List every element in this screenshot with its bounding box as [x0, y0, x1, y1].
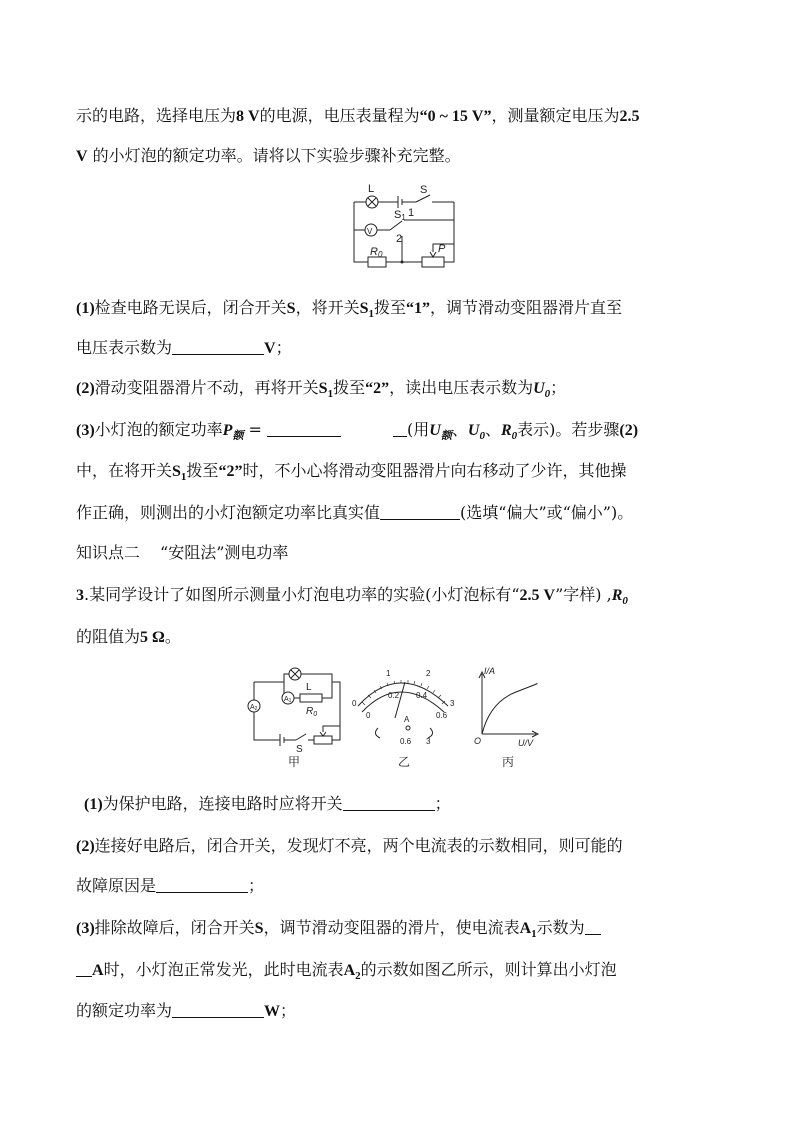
origin-label: O [474, 736, 482, 746]
sub-question-2-cont [76, 876, 264, 896]
answer-blank[interactable] [585, 920, 601, 935]
answer-blank[interactable] [267, 422, 341, 437]
text: 的小灯泡的额定功率。请将以下实验步骤补充完整。 [92, 146, 461, 165]
text: ； [280, 1001, 297, 1020]
text: 中，在将开关 [76, 461, 173, 480]
dial-top-1: 1 [386, 669, 391, 678]
answer-blank[interactable] [172, 340, 264, 355]
text: 的示数如图乙所示，则计算出小灯泡 [360, 960, 617, 979]
resistance-value: 5 Ω [140, 629, 165, 646]
text: 示数为 [536, 918, 585, 937]
text: 小灯泡的额定功率 [94, 420, 223, 439]
text: ，调节滑动变阻器的滑片，使电流表 [263, 918, 520, 937]
label-A1-sub: 1 [288, 698, 292, 704]
dial-bottom-1: 0.2 [388, 691, 400, 700]
label-R0: R [306, 706, 314, 717]
text: 电压表示数为 [76, 338, 173, 357]
label-2: 2 [396, 233, 403, 245]
equals: = [243, 420, 262, 439]
symbol-U0: $U_0$ [467, 422, 485, 443]
text: 示的电路，选择电压为 [76, 106, 237, 125]
text: 故障原因是 [76, 876, 157, 895]
rated-voltage: 2.5 [619, 108, 640, 125]
step-ref: (2) [619, 422, 639, 439]
text: (用 [407, 420, 430, 439]
symbol-S1: $S_1$ [172, 463, 187, 484]
symbol-S: S [286, 300, 296, 317]
text: 排除故障后，闭合开关 [94, 918, 255, 937]
text: 检查电路无误后，闭合开关 [94, 298, 287, 317]
symbol-R0: $R_0$ [500, 422, 518, 443]
dial-bottom-0: 0 [366, 711, 371, 720]
symbol-A1: $A_1$ [519, 920, 537, 941]
sub-question-1 [84, 794, 451, 815]
symbol-S1: $S_1$ [359, 300, 374, 321]
section-heading [76, 543, 288, 563]
unit: V [264, 340, 276, 357]
item-number: (3) [76, 422, 95, 439]
range-value: “0 ~ 15 V” [419, 108, 492, 125]
label-S1: S [394, 209, 402, 221]
text-line-2 [76, 146, 461, 167]
text: 为保护电路，连接电路时应将开关 [102, 794, 343, 813]
text: 、 [484, 420, 501, 439]
text: 的阻值为 [76, 627, 141, 646]
label-P: P [438, 243, 446, 255]
label-A2: A [250, 704, 255, 711]
text: 滑动变阻器滑片不动，再将开关 [94, 378, 319, 397]
symbol-S: S [254, 920, 264, 937]
text: ”字样) , [555, 585, 612, 604]
item-number: (3) [76, 920, 95, 937]
x-axis-label: U/V [518, 738, 534, 748]
sub-question-3-cont [76, 960, 617, 981]
dial-top-2: 2 [426, 669, 431, 678]
caption-yi: 乙 [398, 755, 411, 769]
text: 表示)。若步骤 [517, 420, 620, 439]
answer-blank[interactable] [172, 1003, 264, 1018]
text: 拨至 [333, 378, 366, 397]
answer-blank[interactable] [393, 422, 407, 437]
figure-2 [240, 662, 540, 772]
terminal-0-6: 0.6 [400, 737, 412, 746]
dial-unit: A [404, 715, 410, 724]
unit: W [264, 1003, 281, 1020]
question-1-cont [76, 338, 292, 359]
label-S: S [296, 744, 303, 755]
caption-jia: 甲 [288, 755, 301, 769]
text: ，调节滑动变阻器滑片直至 [430, 298, 623, 317]
sub-question-3-cont2 [76, 1001, 296, 1022]
question-3-cont2 [76, 503, 633, 523]
position-1: “1” [406, 300, 431, 317]
quote: “ [511, 585, 520, 604]
label-A2-sub: 2 [254, 706, 258, 712]
label-R0-sub: 0 [313, 711, 318, 718]
text: ； [248, 876, 265, 895]
dial-top-3: 3 [450, 699, 455, 708]
text: 的电源，电压表量程为 [259, 106, 420, 125]
problem-3-cont [76, 627, 181, 648]
unit: V [76, 148, 88, 165]
circuit-diagram-1 [340, 180, 465, 272]
text: ； [550, 378, 567, 397]
text-line-1 [76, 106, 639, 127]
label-1: 1 [408, 207, 415, 219]
answer-blank[interactable] [76, 962, 92, 977]
problem-number: 3 [76, 587, 84, 604]
text: ； [275, 338, 292, 357]
svg-text:A2 [250, 704, 258, 712]
label-S: S [420, 184, 428, 196]
question-2 [76, 378, 566, 399]
text: 、 [451, 420, 468, 439]
iu-curve [482, 684, 537, 734]
sub-question-3 [76, 918, 601, 939]
label-S1-sub: 1 [401, 213, 406, 222]
rated-voltage: 2.5 V [519, 587, 556, 604]
symbol-A2: $A_2$ [343, 962, 361, 983]
text: 作正确，则测出的小灯泡额定功率比真实值 [76, 503, 381, 522]
symbol-S1: $S_1$ [318, 380, 334, 401]
question-3 [76, 420, 638, 441]
item-number: (2) [76, 838, 95, 855]
text: ； [434, 794, 451, 813]
section-label: 知识点二 [76, 543, 141, 562]
label-V: V [367, 227, 373, 236]
svg-text:S1 [394, 209, 406, 222]
answer-blank[interactable] [380, 505, 460, 520]
answer-blank[interactable] [343, 796, 435, 811]
text: 拨至 [374, 298, 407, 317]
item-number: (1) [76, 300, 95, 317]
svg-text:A1 [284, 696, 292, 704]
label-L: L [306, 682, 312, 693]
dial-bottom-3: 0.6 [436, 711, 448, 720]
item-number: (1) [84, 796, 103, 813]
section-title: “安阻法”测电功率 [160, 543, 289, 562]
label-R0: R [370, 246, 378, 258]
text: 时，小灯泡正常发光，此时电流表 [103, 960, 344, 979]
voltage-value: 8 V [236, 108, 260, 125]
symbol-U-rated: $U_额$ [429, 422, 452, 443]
question-3-cont [76, 461, 626, 482]
text: 拨至 [186, 461, 219, 480]
symbol-P-rated: $P_额$ [222, 422, 244, 443]
unit: A [92, 962, 104, 979]
dial-bottom-2: 0.4 [416, 691, 428, 700]
text: 时，不小心将滑动变阻器滑片向右移动了少许，其他操 [242, 461, 627, 480]
text: 连接好电路后，闭合开关，发现灯不亮，两个电流表的示数相同，则可能的 [94, 836, 623, 855]
question-1 [76, 298, 622, 319]
meter-needle [395, 682, 405, 718]
label-L: L [368, 183, 375, 195]
y-axis-label: I/A [484, 666, 496, 676]
label-R0-sub: 0 [377, 250, 383, 259]
terminal-3: 3 [426, 737, 431, 746]
iu-graph [479, 672, 538, 737]
position-2: “2” [365, 380, 390, 397]
text: 的额定功率为 [76, 1001, 173, 1020]
sub-question-2 [76, 836, 623, 857]
svg-text:R0 [306, 706, 317, 718]
position-2: “2” [218, 463, 243, 480]
caption-bing: 丙 [502, 755, 515, 769]
problem-3 [76, 585, 628, 606]
text: ，将开关 [295, 298, 360, 317]
symbol-U0: $U_0$ [533, 380, 551, 401]
svg-text:R0 [370, 246, 383, 259]
text: .某同学设计了如图所示测量小灯泡电功率的实验(小灯泡标有 [84, 585, 512, 604]
label-A1: A [284, 696, 289, 703]
text: ，读出电压表示数为 [389, 378, 534, 397]
dial-labels [352, 669, 455, 769]
text: 。 [164, 627, 181, 646]
dial-top-0: 0 [352, 699, 357, 708]
text: ，测量额定电压为 [491, 106, 620, 125]
symbol-R0: $R_0$ [611, 587, 628, 608]
circuit-jia [248, 668, 340, 746]
answer-blank[interactable] [156, 878, 248, 893]
text: (选填“偏大”或“偏小”)。 [460, 503, 634, 522]
item-number: (2) [76, 380, 95, 397]
